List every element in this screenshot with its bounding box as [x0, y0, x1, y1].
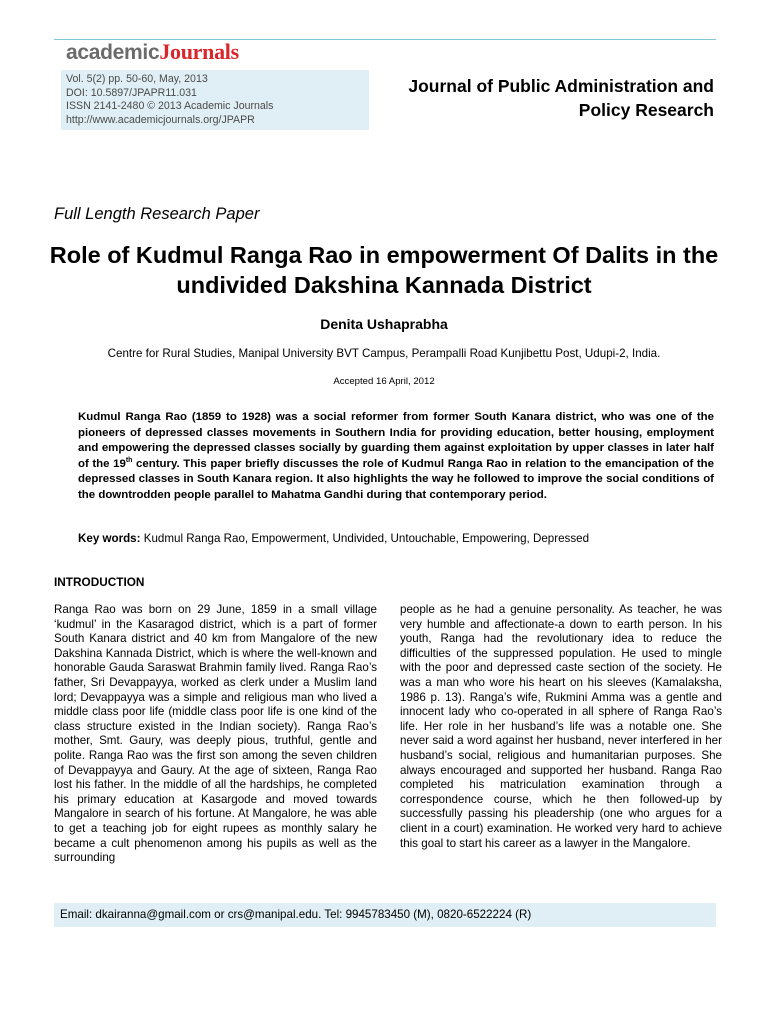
logo-text-journals: Journals [159, 39, 239, 64]
keywords [78, 531, 718, 546]
abstract [78, 410, 714, 503]
info-doi: DOI: 10.5897/JPAPR11.031 [66, 86, 197, 99]
journal-title: Journal of Public Administration and Policy Research [408, 76, 714, 120]
correspondence-footer [54, 903, 716, 927]
paper-title: Role of Kudmul Ranga Rao in empowerment Of Dalits in the undivided Dakshina Kannada District [49, 242, 719, 298]
keywords-label: Key words: [78, 532, 141, 545]
author-name: Denita Ushaprabha [320, 316, 448, 332]
author-affiliation: Centre for Rural Studies, Manipal University BVT Campus, Perampalli Road Kunjibettu Post, Udupi-2, India. [107, 347, 661, 360]
section-heading-introduction: INTRODUCTION [54, 575, 145, 589]
intro-paragraph-right: people as he had a genuine personality. As teacher, he was very humble and affectionate-a down to earth person. In his youth, Ranga had the revolutionary idea to reduce the difficulties of the suppressed population. He used to mingle with the poor and depressed caste section of the society. He was a man who wore his heart on his sleeves (Kamalaksha, 1986 p. 13). Ranga’s wife, Rukmini Amma was a gentle and innocent lady who co-operated in all sphere of Ranga Rao’s life. Her role in her husband’s life was a notable one. She never said a word against her husband, never interfered in her husband’s social, religious and humanitarian purposes. She always encouraged and supported her husband. Ranga Rao completed his matriculation examination through a correspondence course, which he then followed-up by successfully passing his pleadership (one who argues for a client in a court) examination. He worked very hard to achieve this goal to start his career as a lawyer in the Mangalore. [400, 603, 722, 850]
body-column-right [400, 603, 722, 851]
accepted-date: Accepted 16 April, 2012 [333, 376, 435, 387]
intro-paragraph-left: Ranga Rao was born on 29 June, 1859 in a small village ‘kudmul’ in the Kasaragod district, which is a part of former South Kanara district and 40 km from Mangalore of the new Dakshina Kannada District, which is where the well-known and honorable Gauda Saraswat Brahmin family lived. Ranga Rao’s father, Sri Devappayya, worked as clerk under a Muslim land lord; Devappayya was a simple and religious man who lived a middle class poor life (middle class poor life is one kind of the class structure existed in the Indian society). Ranga Rao’s mother, Smt. Gaury, was deeply pious, truthful, gentle and polite. Ranga Rao was the first son among the seven children of Devappayya and Gaury. At the age of sixteen, Ranga Rao lost his father. In the middle of all the hardships, he completed his primary education at Kasargode and moved towards Mangalore in search of his fortune. At Mangalore, he was able to get a teaching job for eight rupees as monthly salary he became a cult phenomenon among his pupils as well as the surrounding [54, 603, 377, 865]
publisher-logo [66, 38, 239, 67]
abstract-text-part2: century. This paper briefly discusses the role of Kudmul Ranga Rao in relation to the emancipation of the depressed classes in South Kanara region. It also highlights the way he followed to improve the social conditions of the downtrodden people parallel to Mahatma Gandhi during that contemporary period. [78, 457, 714, 501]
keywords-text: Kudmul Ranga Rao, Empowerment, Undivided, Untouchable, Empowering, Depressed [143, 532, 590, 545]
logo-text-academic: academic [66, 41, 160, 64]
journal-info-box [61, 70, 369, 130]
abstract-superscript: th [125, 456, 133, 464]
info-url[interactable]: http://www.academicjournals.org/JPAPR [66, 113, 255, 126]
abstract-text-part1: Kudmul Ranga Rao (1859 to 1928) was a social reformer from former South Kanara district, who was one of the pioneers of depressed classes movements in Southern India for providing education, better housing, employment and empowering the depressed classes socially by guarding them against exploitation by upper classes in later half of the 19 [78, 411, 714, 470]
contact-email: Email: dkairanna@gmail.com or crs@manipal.edu. Tel: 9945783450 (M), 0820-6522224 (R) [60, 908, 532, 921]
body-column-left [54, 603, 377, 866]
info-issn: ISSN 2141-2480 © 2013 Academic Journals [66, 100, 274, 112]
info-volume: Vol. 5(2) pp. 50-60, May, 2013 [66, 73, 208, 85]
paper-type: Full Length Research Paper [54, 205, 260, 223]
